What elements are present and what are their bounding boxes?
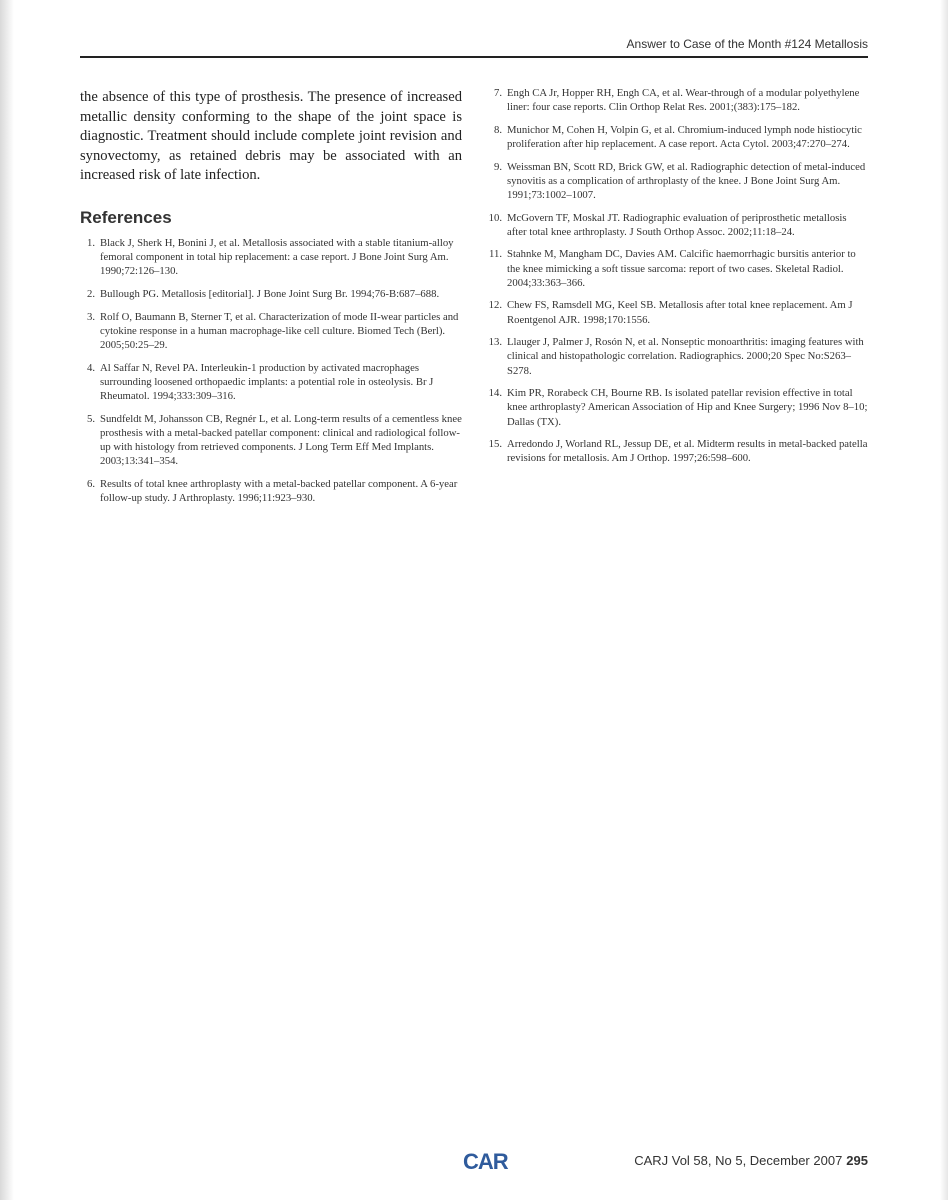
reference-text: Chew FS, Ramsdell MG, Keel SB. Metallosis after total knee replacement. Am J Roentgenol AJR. 1998;170:1556.: [507, 299, 853, 326]
page-edge-shadow-right: [940, 0, 948, 1200]
reference-text: Arredondo J, Worland RL, Jessup DE, et al. Midterm results in metal-backed patella revisions for metallosis. Am J Orthop. 1997;26:598–600.: [507, 438, 868, 465]
reference-number: 8.: [493, 123, 502, 136]
reference-number: 4.: [86, 361, 95, 374]
reference-number: 13.: [488, 336, 502, 349]
reference-number: 7.: [493, 87, 502, 99]
header-rule: [80, 56, 868, 58]
reference-text: Weissman BN, Scott RD, Brick GW, et al. Radiographic detection of metal-induced synovitis as a complication of arthroplasty of the knee. J Bone Joint Surg Am. 1991;73:1002–1007.: [507, 160, 866, 201]
reference-text: Stahnke M, Mangham DC, Davies AM. Calcific haemorrhagic bursitis anterior to the knee mimicking a soft tissue sarcoma: report of two cases. Skeletal Radiol. 2004;33:363–366.: [507, 248, 856, 289]
reference-number: 6.: [86, 477, 95, 490]
reference-number: 11.: [489, 248, 502, 261]
reference-item: [484, 211, 868, 239]
reference-list-left: [80, 236, 462, 505]
reference-item: [80, 287, 462, 301]
reference-number: 2.: [86, 287, 95, 300]
logo-text: CAR: [463, 1149, 508, 1174]
reference-text: Munichor M, Cohen H, Volpin G, et al. Chromium-induced lymph node histiocytic proliferation after hip replacement. A case report. Acta Cytol. 2003;47:270–274.: [507, 123, 862, 150]
reference-item: [80, 361, 462, 404]
reference-number: 5.: [86, 412, 95, 425]
reference-list-right: [484, 86, 868, 466]
journal-citation: CARJ Vol 58, No 5, December 2007: [634, 1153, 843, 1168]
reference-text: Engh CA Jr, Hopper RH, Engh CA, et al. Wear-through of a modular polyethylene liner: four case reports. Clin Orthop Relat Res. 2001;(383):175–182.: [507, 87, 860, 114]
reference-number: 3.: [86, 310, 95, 323]
reference-text: Rolf O, Baumann B, Sterner T, et al. Characterization of mode II-wear particles and cytokine response in a human macrophage-like cell culture. Biomed Tech (Berl). 2005;50:25–29.: [100, 310, 459, 351]
reference-item: [484, 335, 868, 378]
reference-item: [484, 123, 868, 151]
reference-item: [484, 298, 868, 326]
page-edge-shadow: [0, 0, 14, 1200]
references-heading: References: [80, 207, 172, 227]
page-number: 295: [846, 1153, 868, 1168]
reference-item: [80, 477, 462, 505]
car-logo-icon: [463, 1148, 508, 1174]
reference-text: Bullough PG. Metallosis [editorial]. J Bone Joint Surg Br. 1994;76-B:687–688.: [100, 287, 440, 300]
reference-item: [484, 160, 868, 203]
reference-item: [80, 310, 462, 353]
reference-item: [484, 247, 868, 290]
reference-text: Sundfeldt M, Johansson CB, Regnér L, et al. Long-term results of a cementless knee prosthesis with a metal-backed patellar component: clinical and radiological follow-up with histology from retrieved components. J Long Term Eff Med Implants. 2003;13:341–354.: [100, 412, 462, 468]
reference-item: [484, 437, 868, 465]
reference-item: [80, 236, 462, 279]
reference-text: Al Saffar N, Revel PA. Interleukin-1 production by activated macrophages surrounding loosened orthopaedic implants: a potential role in osteolysis. Br J Rheumatol. 1994;333:309–316.: [100, 361, 434, 402]
page-footer: [560, 1153, 868, 1168]
reference-number: 15.: [488, 438, 502, 451]
reference-item: [484, 86, 868, 114]
reference-text: McGovern TF, Moskal JT. Radiographic evaluation of periprosthetic metallosis after total knee arthroplasty. J South Orthop Assoc. 2002;11:18–24.: [507, 211, 847, 238]
reference-text: Llauger J, Palmer J, Rosón N, et al. Nonseptic monoarthritis: imaging features with clinical and histopathologic correlation. Radiographics. 2000;20 Spec No:S263–S278.: [507, 336, 864, 377]
reference-number: 1.: [86, 236, 95, 249]
body-paragraph: the absence of this type of prosthesis. The presence of increased metallic density conforming to the shape of the joint space is diagnostic. Treatment should include complete joint revision and synovectomy, as retained debris may be associated with an increased risk of late infection.: [80, 89, 462, 184]
reference-number: 14.: [488, 387, 502, 400]
running-header: Answer to Case of the Month #124 Metallosis: [626, 37, 868, 51]
reference-item: [484, 386, 868, 429]
reference-number: 9.: [493, 160, 502, 173]
reference-text: Kim PR, Rorabeck CH, Bourne RB. Is isolated patellar revision effective in total knee arthroplasty? American Association of Hip and Knee Surgery; 1996 Nov 8–10; Dallas (TX).: [507, 387, 868, 428]
reference-item: [80, 412, 462, 469]
reference-number: 12.: [488, 299, 502, 312]
left-column: [80, 88, 462, 514]
reference-number: 10.: [488, 211, 502, 224]
reference-text: Black J, Sherk H, Bonini J, et al. Metallosis associated with a stable titanium-alloy femoral component in total hip replacement: a case report. J Bone Joint Surg Am. 1990;72:126–130.: [100, 236, 454, 278]
journal-logo: [463, 1148, 508, 1180]
right-column: [484, 86, 868, 474]
reference-text: Results of total knee arthroplasty with a metal-backed patellar component. A 6-year follow-up study. J Arthroplasty. 1996;11:923–930.: [100, 477, 458, 504]
